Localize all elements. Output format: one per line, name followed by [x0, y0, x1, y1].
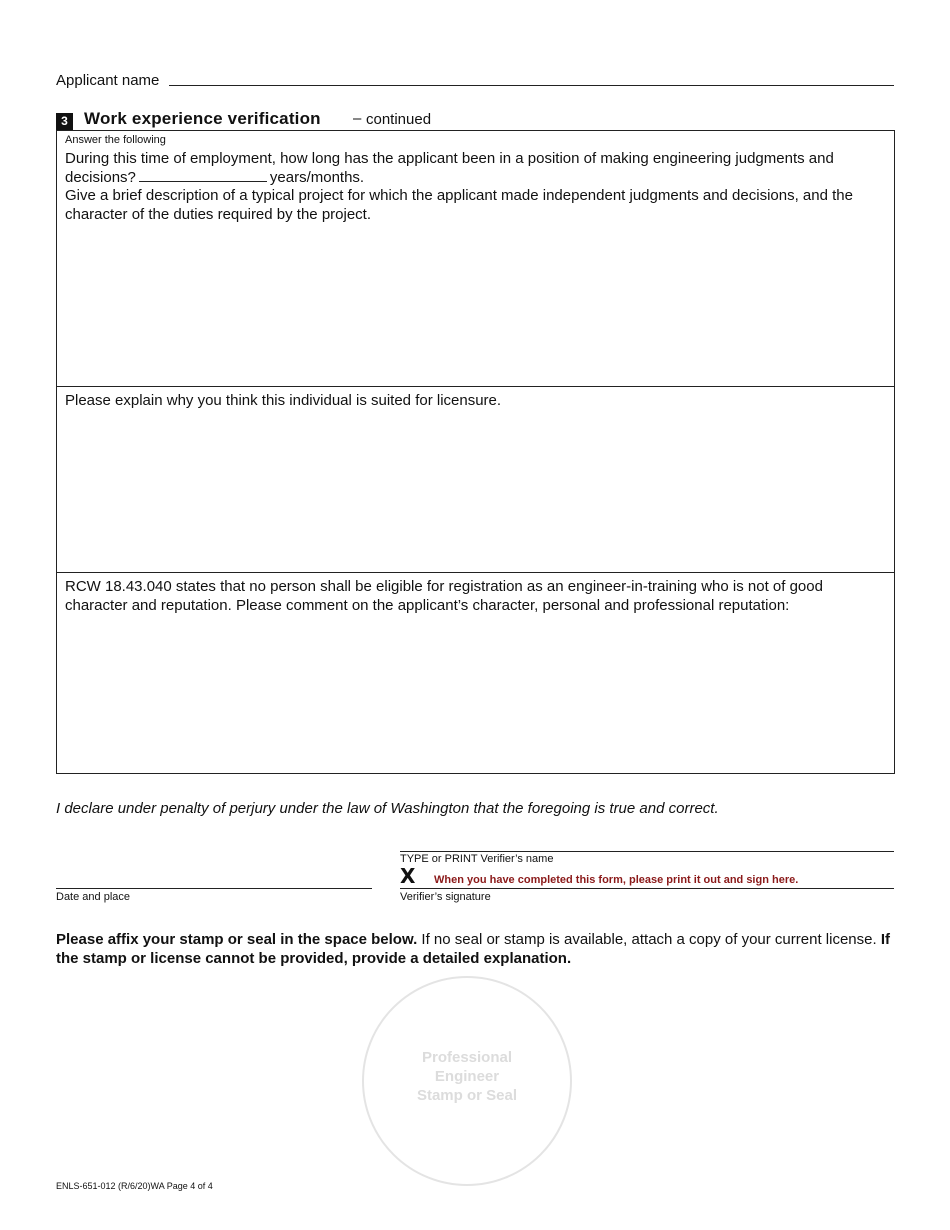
seal-line-3: Stamp or Seal	[416, 1087, 518, 1104]
answer-following-label: Answer the following	[65, 134, 166, 146]
section-continued-label: continued	[366, 111, 432, 128]
date-place-label: Date and place	[56, 891, 130, 903]
verifier-name-top-line	[400, 851, 894, 852]
applicant-name-row	[56, 72, 894, 92]
section-number-badge: 3	[56, 113, 73, 130]
x-signature-mark: X	[400, 864, 416, 888]
perjury-declaration: I declare under penalty of perjury under the law of Washington that the foregoing is true and correct.	[56, 800, 719, 817]
stamp-instructions-bold-2: If the stamp or license cannot be provided, provide a detailed explanation.	[56, 931, 890, 967]
stamp-seal-area[interactable]	[362, 976, 572, 1186]
duration-field[interactable]	[139, 168, 267, 182]
question-duration	[65, 149, 885, 187]
applicant-name-field[interactable]	[169, 85, 894, 86]
form-footer: ENLS-651-012 (R/6/20)WA Page 4 of 4	[56, 1181, 213, 1191]
verifier-signature-label: Verifier’s signature	[400, 891, 491, 903]
duration-unit-label: years/months.	[269, 169, 365, 186]
seal-line-2: Engineer	[434, 1068, 500, 1085]
seal-line-1: Professional	[421, 1049, 513, 1066]
box-divider-2	[57, 572, 894, 573]
character-area[interactable]	[57, 621, 894, 771]
question-project-description: Give a brief description of a typical project for which the applicant made independent judgments and decisions, and the character of the duties required by the project.	[65, 187, 853, 223]
stamp-instructions-bold-1: Please affix your stamp or seal in the space below.	[56, 931, 418, 948]
section-dash: –	[353, 110, 362, 127]
suitability-area[interactable]	[57, 416, 894, 571]
date-place-line[interactable]	[56, 888, 372, 889]
project-description-area[interactable]	[57, 226, 894, 386]
question-character: RCW 18.43.040 states that no person shall be eligible for registration as an engineer-in-training who is not of good character and reputation. Please comment on the applicant’s character, personal and professional reputation:	[65, 578, 823, 614]
sign-here-note: When you have completed this form, please print it out and sign here.	[434, 874, 799, 886]
verifier-signature-line[interactable]	[400, 888, 894, 889]
section-title: Work experience verification	[84, 109, 321, 128]
work-experience-box	[56, 130, 895, 774]
applicant-name-label: Applicant name	[56, 72, 160, 89]
section-heading	[56, 109, 894, 131]
seal-placeholder-text	[364, 1048, 570, 1105]
stamp-instructions-normal: If no seal or stamp is available, attach a copy of your current license.	[417, 931, 877, 948]
question-duration-text: During this time of employment, how long has the applicant been in a position of making engineering judgments and decisions?	[65, 150, 834, 186]
box-divider-1	[57, 386, 894, 387]
question-suitability: Please explain why you think this individual is suited for licensure.	[65, 392, 502, 409]
verifier-name-label: TYPE or PRINT Verifier’s name	[400, 853, 554, 865]
stamp-instructions	[56, 930, 896, 968]
